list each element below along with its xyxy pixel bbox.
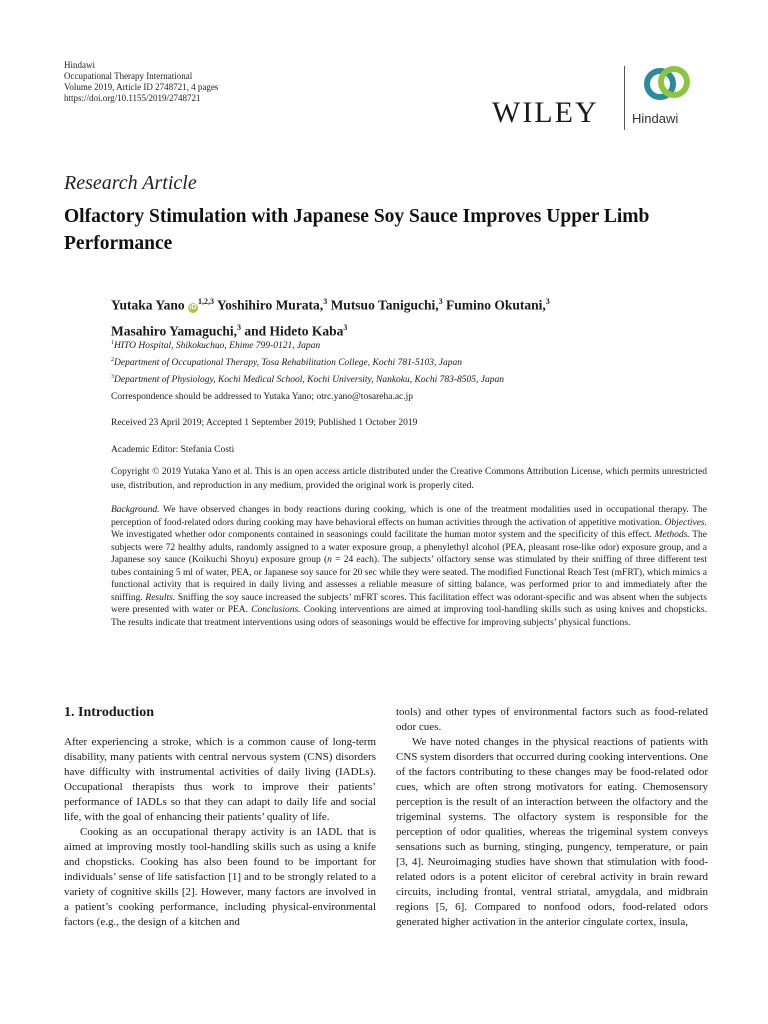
- author-name: Yoshihiro Murata,: [214, 297, 324, 313]
- wiley-logo: WILEY: [492, 96, 599, 129]
- affiliation-marker: 3: [323, 297, 328, 306]
- academic-editor: Academic Editor: Stefania Costi: [111, 445, 235, 455]
- body-paragraph: Cooking as an occupational therapy activity is an IADL that is aimed at improving mostly tool-handling skills such as using a knife and chopsticks. Cooking has also been found to be important for individuals’ sense of life satisfaction [1] and to be strongly related to a variety of cognitive skills [2]. However, many factors are involved in a patient’s cooking performance, including physical-environmental factors (e.g., the design of a kitchen and: [64, 826, 376, 928]
- article-type: Research Article: [64, 172, 197, 194]
- affiliation-marker: 3: [237, 322, 242, 332]
- affiliation-marker: 3: [545, 297, 550, 306]
- section-heading: 1. Introduction: [64, 705, 154, 720]
- orcid-icon[interactable]: iD: [189, 303, 197, 311]
- abstract-label: Methods.: [654, 530, 690, 540]
- journal-name: Occupational Therapy International: [64, 71, 193, 81]
- affiliations: [111, 336, 504, 387]
- author-name: Fumino Okutani,: [442, 297, 546, 313]
- copyright-notice: Copyright © 2019 Yutaka Yano et al. This is an open access article distributed under the Creative Commons Attribution License, which permits unrestricted use, distribution, and reproduction in any medium, provided the original work is properly cited.: [111, 467, 707, 491]
- author-list: [111, 291, 711, 342]
- hindawi-logo-icon: [640, 60, 694, 106]
- author-name: and Hideto Kaba: [241, 323, 344, 338]
- publication-dates: Received 23 April 2019; Accepted 1 September 2019; Published 1 October 2019: [111, 418, 418, 428]
- body-paragraph: After experiencing a stroke, which is a common cause of long-term disability, many patients with central nervous system (CNS) disorders have difficulty with instrumental activities of daily living (IADLs). Occupational therapists thus work to improve their patients’ performance of IADLs so that they can adapt to daily life and social life, with the goal of enhancing their patients’ quality of life.: [64, 736, 376, 823]
- abstract-label: Background.: [111, 505, 160, 515]
- body-column-left: [64, 705, 376, 930]
- abstract-label: Results.: [145, 592, 176, 603]
- affiliation-marker: 3: [438, 297, 443, 306]
- paper-title: Olfactory Stimulation with Japanese Soy Sauce Improves Upper Limb Performance: [64, 206, 650, 254]
- body-paragraph: We have noted changes in the physical reactions of patients with CNS system disorders that occurred during cooking interventions. One of the factors contributing to these changes may be food-related odor cues, which are often strong motivators for eating. Chemosensory perception is the result of an interaction between the olfactory and the trigeminal systems. The olfactory system is responsible for the perception of odor qualities, whereas the trigeminal system conveys sensations such as burning, stinging, pungency, temperature, or pain [3, 4]. Neuroimaging studies have shown that stimulation with food-related odors is a potent elicitor of cerebral activity in brain reward circuits, including frontal, ventral striatal, amygdala, and midbrain regions [5, 6]. Compared to nonfood odors, food-related odors generated higher activation in the anterior cingulate cortex, insula,: [396, 736, 708, 928]
- abstract: Background. We have observed changes in body reactions during cooking, which is one of the treatment modalities used in occupational therapy. The perception of food-related odors during cooking may have behavioral effects on human activities through the activation of appetitive motivation. Objectives. We investigated whether odor components contained in seasonings could facilitate the human motor system and the specificity of this effect. Methods. The subjects were 72 healthy adults, randomly assigned to a water exposure group, a phenylethyl alcohol (PEA, pleasant rose-like odor) exposure group, and a Japanese soy sauce (Koikuchi Shoyu) exposure group (n = 24 each). The subjects’ olfactory sense was stimulated by their sniffing of three different test tubes containing 5 ml of water, PEA, or Japanese soy sauce for 20 sec while they were seated. The modified Functional Reach Test (mFRT), which mimics a functional activity that is required in daily living and assesses a reliable measure of sitting balance, was performed prior to and immediately after the sniffing. Results. Sniffing the soy sauce increased the subjects’ mFRT scores. This facilitation effect was odorant-specific and was absent when the subjects were presented with water or PEA. Conclusions. Cooking interventions are aimed at improving tool-handling skills such as using knives and chopsticks. The results indicate that treatment interventions using odors of seasonings would be effective for improving subjects’ physical functions.: [111, 505, 708, 628]
- author-name: Yutaka Yano: [111, 297, 185, 313]
- affiliation-marker: 3: [343, 322, 348, 332]
- abstract-label: Objectives.: [664, 517, 707, 528]
- publisher-name: Hindawi: [64, 60, 95, 70]
- doi-link[interactable]: https://doi.org/10.1155/2019/2748721: [64, 93, 201, 103]
- author-name: Masahiro Yamaguchi,: [111, 323, 238, 338]
- volume-info: Volume 2019, Article ID 2748721, 4 pages: [64, 82, 219, 92]
- body-paragraph: tools) and other types of environmental factors such as food-related odor cues.: [396, 706, 708, 733]
- author-name: Mutsuo Taniguchi,: [327, 297, 439, 313]
- correspondence: Correspondence should be addressed to Yutaka Yano; otrc.yano@tosareha.ac.jp: [111, 392, 414, 402]
- journal-meta: [64, 60, 218, 104]
- affiliation-item: $^3$Department of Physiology, Kochi Medical School, Kochi University, Nankoku, Kochi 783-8505, Japan: [111, 374, 504, 386]
- hindawi-logo-text: Hindawi: [632, 111, 679, 126]
- logo-divider: [624, 66, 625, 130]
- body-column-right: [396, 705, 708, 930]
- affiliation-item: $^1$HITO Hospital, Shikokuchuo, Ehime 799-0121, Japan: [111, 340, 321, 352]
- affiliation-marker: 1,2,3: [198, 297, 215, 306]
- abstract-label: Conclusions.: [251, 605, 301, 615]
- affiliation-item: $^2$Department of Occupational Therapy, Tosa Rehabilitation College, Kochi 781-5103, Japan: [111, 357, 462, 369]
